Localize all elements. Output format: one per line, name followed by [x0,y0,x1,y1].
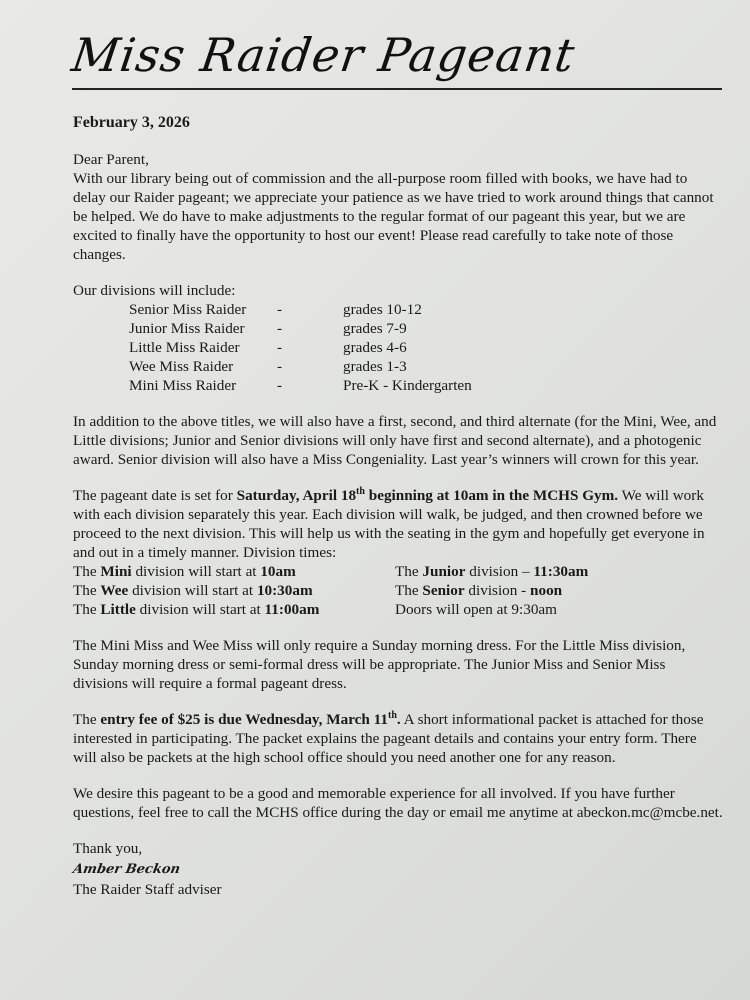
salutation: Dear Parent, [73,151,149,168]
division-name: Senior Miss Raider [129,301,247,318]
division-row [73,300,723,319]
alternates-paragraph: In addition to the above titles, we will also have a first, second, and third alternate (for the Mini, Wee, and Little divisions; Junior and Senior divisions will only have first and second alternate), and a photogenic award. Senior division will also have a Miss Congeniality. Last year’s winners will crown for this year. [73,413,717,468]
title-divider [72,88,722,90]
division-dash: - [277,377,283,394]
time-junior: The Junior division – 11:30am [395,563,589,580]
division-times [73,562,723,619]
division-dash: - [277,320,283,337]
division-grades: grades 4-6 [343,339,407,356]
fee-paragraph: The entry fee of $25 is due Wednesday, March 11th. A short informational packet is attached for those interested in participating. The packet explains the pageant details and contains your entry form. There will also be packets at the high school office should you need another one for any reason. [73,710,704,766]
division-grades: grades 10-12 [343,301,422,318]
letter-date: February 3, 2026 [73,114,190,131]
division-grades: grades 7-9 [343,320,407,337]
division-grades: Pre-K - Kindergarten [343,377,472,394]
division-row [73,376,723,395]
division-row [73,357,723,376]
divisions-list [73,300,723,395]
division-grades: grades 1-3 [343,358,407,375]
division-name: Junior Miss Raider [129,320,245,337]
signoff-line: The Raider Staff adviser [73,881,222,898]
time-little: The Little division will start at 11:00am [73,601,320,618]
letter-body [73,113,723,899]
date-highlight: Saturday, April 18th beginning at 10am in the MCHS Gym. [236,486,619,504]
division-name: Wee Miss Raider [129,358,234,375]
time-doors: Doors will open at 9:30am [395,601,557,618]
intro-paragraph: With our library being out of commission and the all-purpose room filled with books, we have had to delay our Raider pageant; we appreciate your patience as we have tried to work around things that cannot be helped. We do have to make adjustments to the regular format of our pageant this year, but we are excited to finally have the opportunity to host our event! Please read carefully to take note of those changes. [73,170,714,263]
time-wee: The Wee division will start at 10:30am [73,582,313,599]
division-name: Little Miss Raider [129,339,240,356]
time-senior: The Senior division - noon [395,582,563,599]
date-lead-text: The pageant date is set for [73,487,237,504]
division-dash: - [277,358,283,375]
divisions-heading: Our divisions will include: [73,282,236,299]
dress-paragraph: The Mini Miss and Wee Miss will only require a Sunday morning dress. For the Little Miss division, Sunday morning dress or semi-formal dress will be appropriate. The Junior Miss and Senior Miss divisions will require a formal pageant dress. [73,637,686,692]
division-dash: - [277,339,283,356]
pageant-date-paragraph [73,486,723,562]
signature: Amber Beckon [71,862,182,877]
division-dash: - [277,301,283,318]
division-row [73,338,723,357]
thanks-line: Thank you, [73,840,143,857]
date-rest-text: We will work with each division separately this year. Each division will walk, be judged, and then crowned before we proceed to the next division. This will help us with the seating in the gym and hopefully get everyone in and out in a timely manner. Division times: [73,487,705,561]
division-row [73,319,723,338]
fee-highlight: entry fee of $25 is due Wednesday, March 11th. [100,710,401,728]
page-title: Miss Raider Pageant [68,28,579,82]
division-name: Mini Miss Raider [129,377,237,394]
time-mini: The Mini division will start at 10am [73,563,296,580]
closing-paragraph: We desire this pageant to be a good and memorable experience for all involved. If you have further questions, feel free to call the MCHS office during the day or email me anytime at abeckon.mc@mcbe.net. [73,785,723,821]
